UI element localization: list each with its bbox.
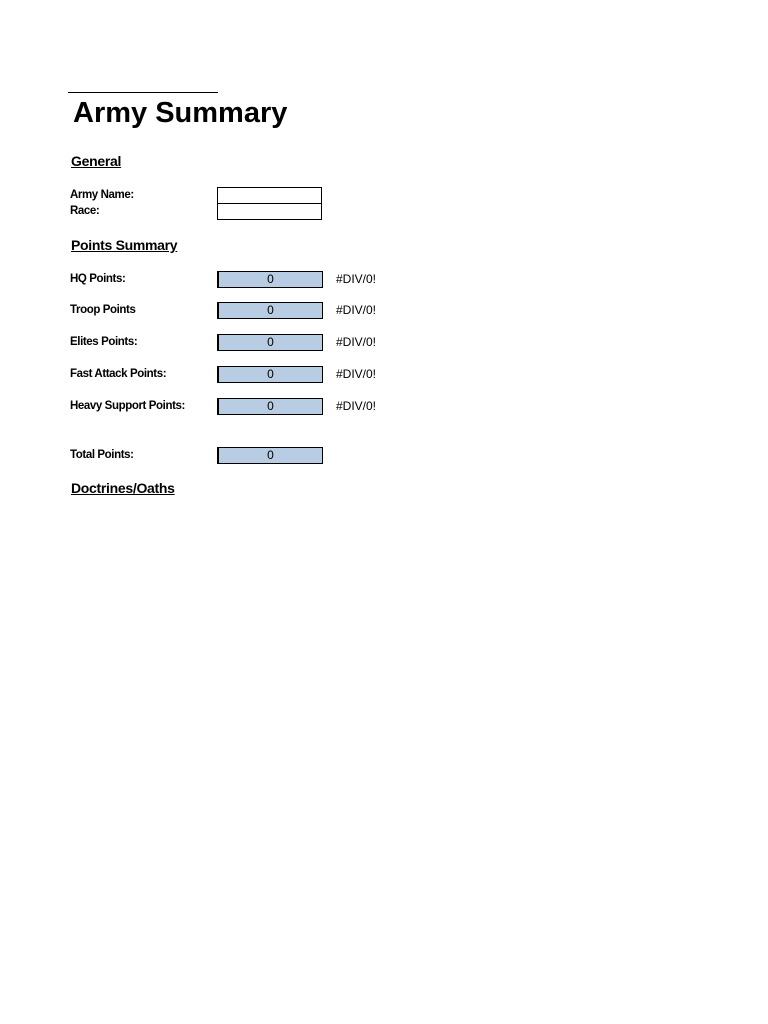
doctrines-oaths-heading: Doctrines/Oaths	[71, 480, 175, 496]
fast-attack-points-percent: #DIV/0!	[336, 367, 377, 381]
hq-points-percent: #DIV/0!	[336, 272, 377, 286]
general-heading: General	[71, 153, 122, 169]
army-name-field[interactable]	[217, 187, 322, 204]
troop-points-label: Troop Points	[70, 304, 136, 316]
title-rule	[68, 92, 218, 93]
elites-points-percent: #DIV/0!	[336, 335, 377, 349]
hq-points-value[interactable]: 0	[217, 271, 323, 288]
elites-points-label: Elites Points:	[70, 336, 138, 348]
race-field[interactable]	[217, 203, 322, 220]
race-label: Race:	[70, 205, 100, 217]
heavy-support-points-label: Heavy Support Points:	[70, 400, 185, 412]
page-title: Army Summary	[73, 97, 288, 129]
army-name-label: Army Name:	[70, 189, 134, 201]
heavy-support-points-value[interactable]: 0	[217, 398, 323, 415]
troop-points-value[interactable]: 0	[217, 302, 323, 319]
elites-points-value[interactable]: 0	[217, 334, 323, 351]
total-points-value[interactable]: 0	[217, 447, 323, 464]
total-points-label: Total Points:	[70, 449, 134, 461]
fast-attack-points-value[interactable]: 0	[217, 366, 323, 383]
troop-points-percent: #DIV/0!	[336, 303, 377, 317]
fast-attack-points-label: Fast Attack Points:	[70, 368, 167, 380]
points-summary-heading: Points Summary	[71, 237, 178, 253]
heavy-support-points-percent: #DIV/0!	[336, 399, 377, 413]
hq-points-label: HQ Points:	[70, 273, 126, 285]
